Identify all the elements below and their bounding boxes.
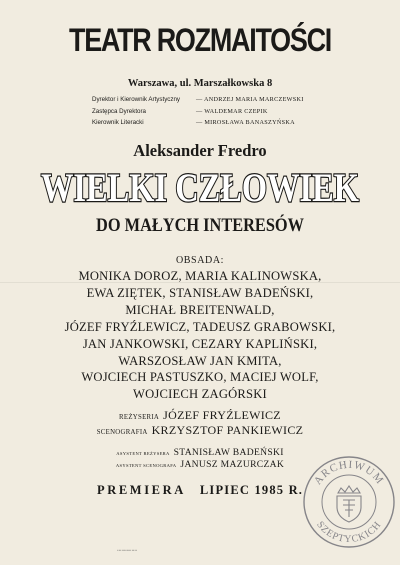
premiere-date: LIPIEC 1985 R. <box>199 483 304 497</box>
play-subtitle: DO MAŁYCH INTERESÓW <box>96 215 304 236</box>
cast-label: OBSADA: <box>175 255 225 266</box>
premiere-label: PREMIERA <box>97 483 186 497</box>
theatre-logo <box>0 18 400 69</box>
cast-line: WOJCIECH ZAGÓRSKI <box>133 387 267 402</box>
credit-role: ASYSTENT SCENOGRAFA <box>115 463 177 468</box>
cast-line: WARSZOSŁAW JAN KMITA, <box>118 353 282 368</box>
play-title-text: WIELKI CZŁOWIEK <box>41 165 359 210</box>
credit-name: JANUSZ MAZURCZAK <box>180 459 285 470</box>
cast-line: EWA ZIĘTEK, STANISŁAW BADEŃSKI, <box>86 285 314 300</box>
staff-row <box>92 106 352 118</box>
cast-list <box>0 268 400 403</box>
cast-line: MICHAŁ BREITENWALD, <box>125 302 275 317</box>
credit-role: REŻYSERIA <box>119 414 160 421</box>
credit-name: KRZYSZTOF PANKIEWICZ <box>151 423 304 437</box>
play-author: Aleksander Fredro <box>133 141 267 160</box>
credit-set-design <box>0 421 400 439</box>
credit-role: ASYSTENT REŻYSERA <box>116 451 170 456</box>
cast-line: WOJCIECH PASTUSZKO, MACIEJ WOLF, <box>81 370 319 385</box>
stamp-top-text: ARCHIWUM <box>311 458 387 488</box>
theatre-logo-text: TEATR ROZMAITOŚCI <box>69 22 331 58</box>
cast-line: JÓZEF FRYŹLEWICZ, TADEUSZ GRABOWSKI, <box>64 319 336 334</box>
staff-name: — MIROSŁAWA BANASZYŃSKA <box>196 119 295 127</box>
coat-of-arms-icon <box>337 486 361 522</box>
stamp-bottom-text: SZEPTYCKICH <box>314 519 384 546</box>
staff-name: — ANDRZEJ MARIA MARCZEWSKI <box>196 96 304 103</box>
staff-list <box>92 94 352 129</box>
staff-name: — WALDEMAR CZEPIK <box>196 107 268 115</box>
staff-row <box>92 94 352 106</box>
staff-row <box>92 117 352 129</box>
theatre-address: Warszawa, ul. Marszałkowska 8 <box>127 78 273 89</box>
play-title-graphic <box>35 164 365 210</box>
credit-name: STANISŁAW BADEŃSKI <box>173 447 284 458</box>
cast-line: JAN JANKOWSKI, CEZARY KAPLIŃSKI, <box>82 336 318 351</box>
theatre-logo-graphic <box>65 18 335 64</box>
staff-role: Kierownik Literacki <box>92 119 144 127</box>
play-title <box>0 164 400 215</box>
credit-name: JÓZEF FRYŹLEWICZ <box>163 408 281 422</box>
credit-role: SCENOGRAFIA <box>96 429 148 436</box>
printer-imprint: ▪ ▪▪▪ ▪▪▪▪ ▪▪▪▪▪ ▪▪▪ ▪▪ <box>117 549 138 552</box>
staff-role: Dyrektor i Kierownik Artystyczny <box>92 96 181 103</box>
archive-stamp <box>302 455 396 549</box>
staff-role: Zastępca Dyrektora <box>92 107 146 115</box>
cast-line: MONIKA DOROZ, MARIA KALINOWSKA, <box>78 269 322 283</box>
